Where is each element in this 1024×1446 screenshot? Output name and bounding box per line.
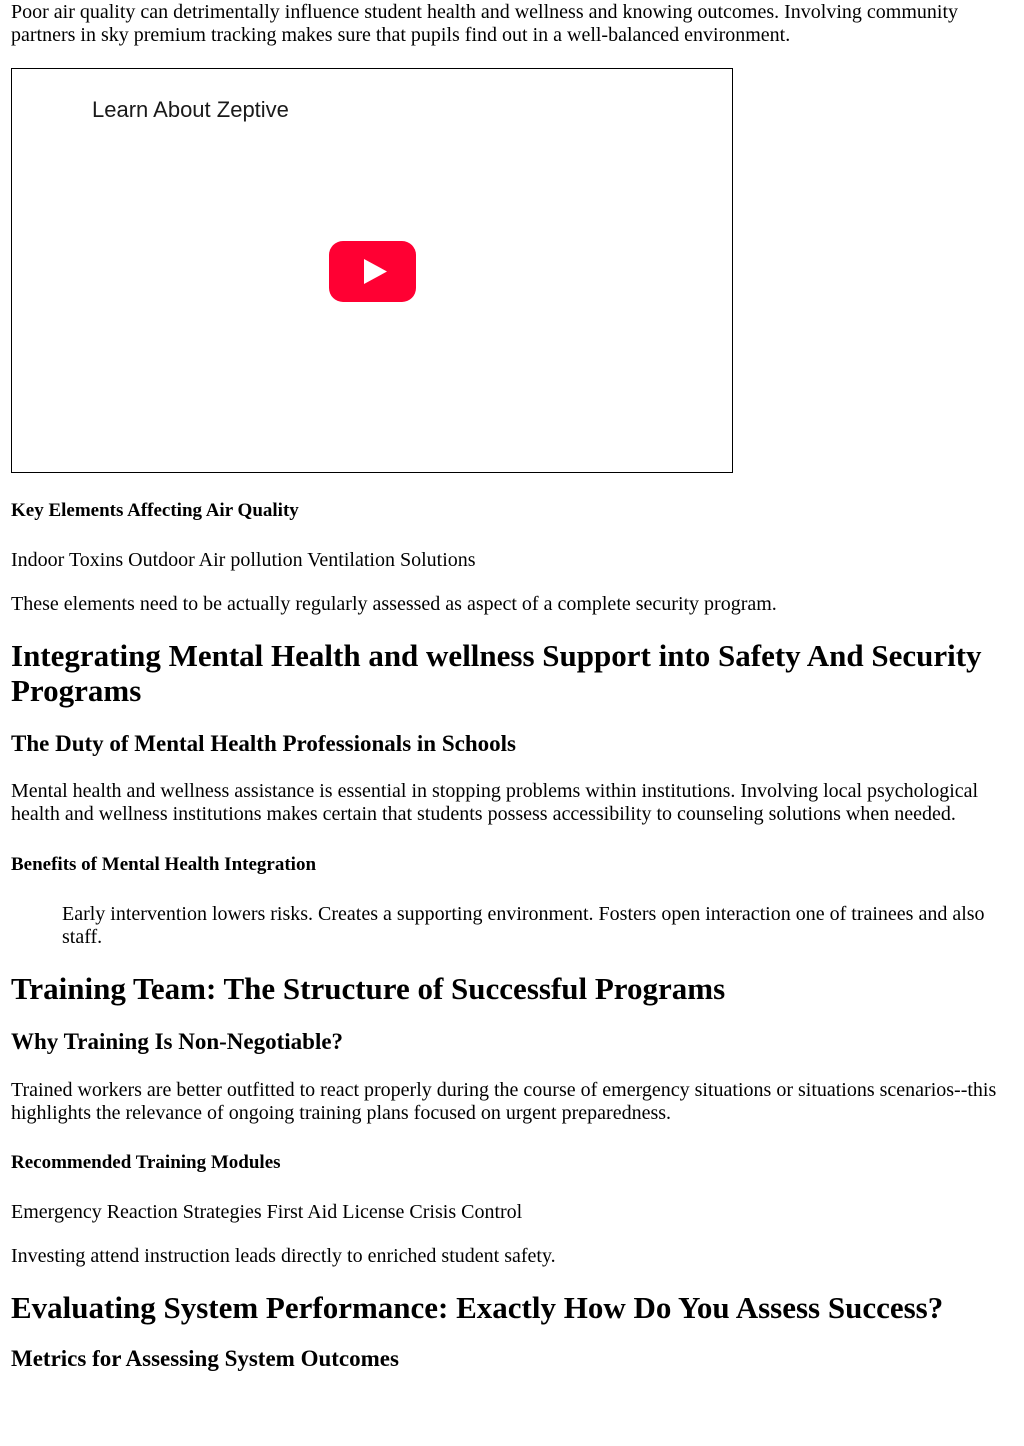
air-quality-heading: Key Elements Affecting Air Quality <box>11 500 299 521</box>
training-subheading: Why Training Is Non-Negotiable? <box>11 1029 344 1054</box>
air-quality-items: Indoor Toxins Outdoor Air pollution Ventilation Solutions <box>11 549 476 571</box>
video-title[interactable]: Learn About Zeptive <box>92 97 289 122</box>
air-quality-note: These elements need to be actually regularly assessed as aspect of a complete security program. <box>11 593 777 615</box>
evaluation-heading: Evaluating System Performance: Exactly How Do You Assess Success? <box>11 1290 944 1325</box>
modules-items: Emergency Reaction Strategies First Aid License Crisis Control <box>11 1201 523 1223</box>
mental-health-body: Mental health and wellness assistance is essential in stopping problems within institutions. Involving local psychological health and wellness institutions makes certain that students possess accessibility to counseling solutions when needed. <box>11 780 979 825</box>
training-note: Investing attend instruction leads directly to enriched student safety. <box>11 1245 556 1267</box>
modules-heading: Recommended Training Modules <box>11 1152 281 1173</box>
benefits-heading: Benefits of Mental Health Integration <box>11 854 317 875</box>
mental-health-subheading: The Duty of Mental Health Professionals in Schools <box>11 731 516 756</box>
play-icon[interactable] <box>329 241 416 302</box>
mental-health-heading: Integrating Mental Health and wellness Support into Safety And Security Programs <box>11 638 982 708</box>
benefits-text: Early intervention lowers risks. Creates a supporting environment. Fosters open interaction one of trainees and also staff. <box>62 903 985 948</box>
intro-paragraph: Poor air quality can detrimentally influence student health and wellness and knowing outcomes. Involving community partners in sky premium tracking makes sure that pupils find out in a well-balanced environment. <box>11 1 959 46</box>
evaluation-subheading: Metrics for Assessing System Outcomes <box>11 1346 399 1371</box>
training-heading: Training Team: The Structure of Successful Programs <box>11 971 726 1006</box>
video-embed[interactable] <box>11 68 733 473</box>
benefits-quote <box>62 903 1014 949</box>
training-body: Trained workers are better outfitted to react properly during the course of emergency situations or situations scenarios--this highlights the relevance of ongoing training plans focused on urgent preparedness. <box>11 1079 997 1124</box>
